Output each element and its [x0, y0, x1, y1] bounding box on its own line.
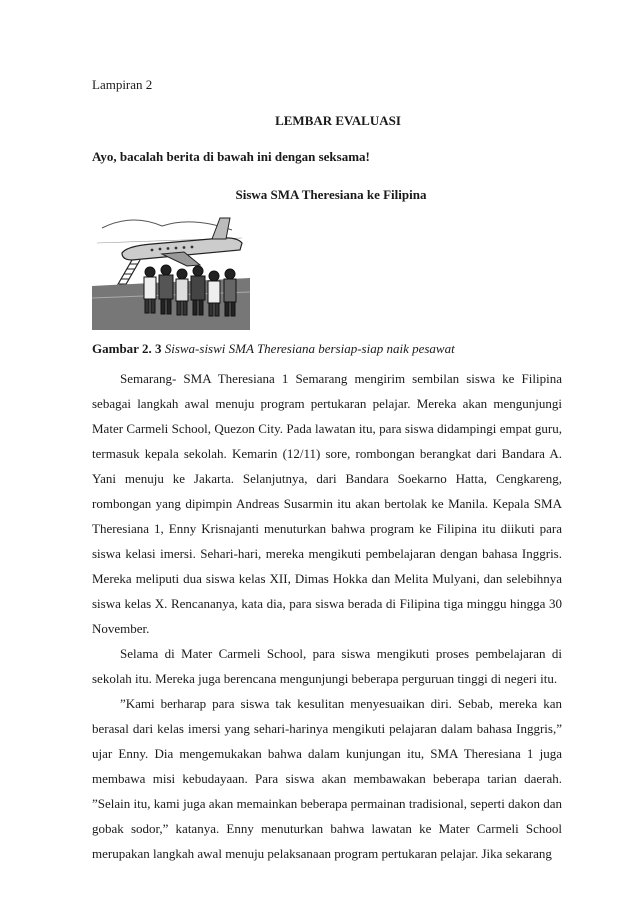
- figure-caption: [92, 341, 455, 357]
- figure-caption-label: Gambar 2. 3: [92, 341, 162, 356]
- instruction-text: Ayo, bacalah berita di bawah ini dengan seksama!: [92, 149, 370, 164]
- paragraph: Semarang- SMA Theresiana 1 Semarang mengirim sembilan siswa ke Filipina sebagai langkah awal menuju program pertukaran pelajar. Mereka akan mengunjungi Mater Carmeli School, Quezon City. Pada lawatan itu, para siswa didampingi empat guru, termasuk kepala sekolah. Kemarin (12/11) sore, rombongan berangkat dari Bandara A. Yani menuju ke Jakarta. Selanjutnya, dari Bandara Soekarno Hatta, Cengkareng, rombongan yang dipimpin Andreas Susarmin itu akan bertolak ke Manila. Kepala SMA Theresiana 1, Enny Krisnajanti menuturkan bahwa program ke Filipina itu diikuti para siswa kelasi imersi. Sehari-hari, mereka mengikuti pembelajaran dengan bahasa Inggris. Mereka meliputi dua siswa kelas XII, Dimas Hokka dan Melita Mulyani, dan selebihnya siswa kelas X. Rencananya, kata dia, para siswa berada di Filipina tiga minggu hingga 30 November.: [92, 371, 562, 636]
- article-title: Siswa SMA Theresiana ke Filipina: [235, 187, 427, 202]
- sheet-title: LEMBAR EVALUASI: [275, 113, 401, 128]
- paragraph: Selama di Mater Carmeli School, para siswa mengikuti proses pembelajaran di sekolah itu. Mereka juga berencana mengunjungi beberapa perguruan tinggi di negeri itu.: [92, 646, 562, 686]
- figure-caption-text: Siswa-siswi SMA Theresiana bersiap-siap naik pesawat: [164, 341, 455, 356]
- article-body: [92, 366, 562, 866]
- attachment-label: Lampiran 2: [92, 77, 153, 92]
- airport-students-illustration-icon: [92, 208, 250, 330]
- paragraph: ”Kami berharap para siswa tak kesulitan menyesuaikan diri. Sebab, mereka kan berasal dari kelas imersi yang sehari-harinya mengikuti pelajaran dalam bahasa Inggris,” ujar Enny. Dia mengemukakan bahwa dalam kunjungan itu, SMA Theresiana 1 juga membawa misi kebudayaan. Para siswa akan membawakan beberapa tarian daerah. ”Selain itu, kami juga akan memainkan beberapa permainan tradisional, seperti dakon dan gobak sodor,” katanya. Enny menuturkan bahwa lawatan ke Mater Carmeli School merupakan langkah awal menuju pelaksanaan program pertukaran pelajar. Jika sekarang: [92, 696, 562, 861]
